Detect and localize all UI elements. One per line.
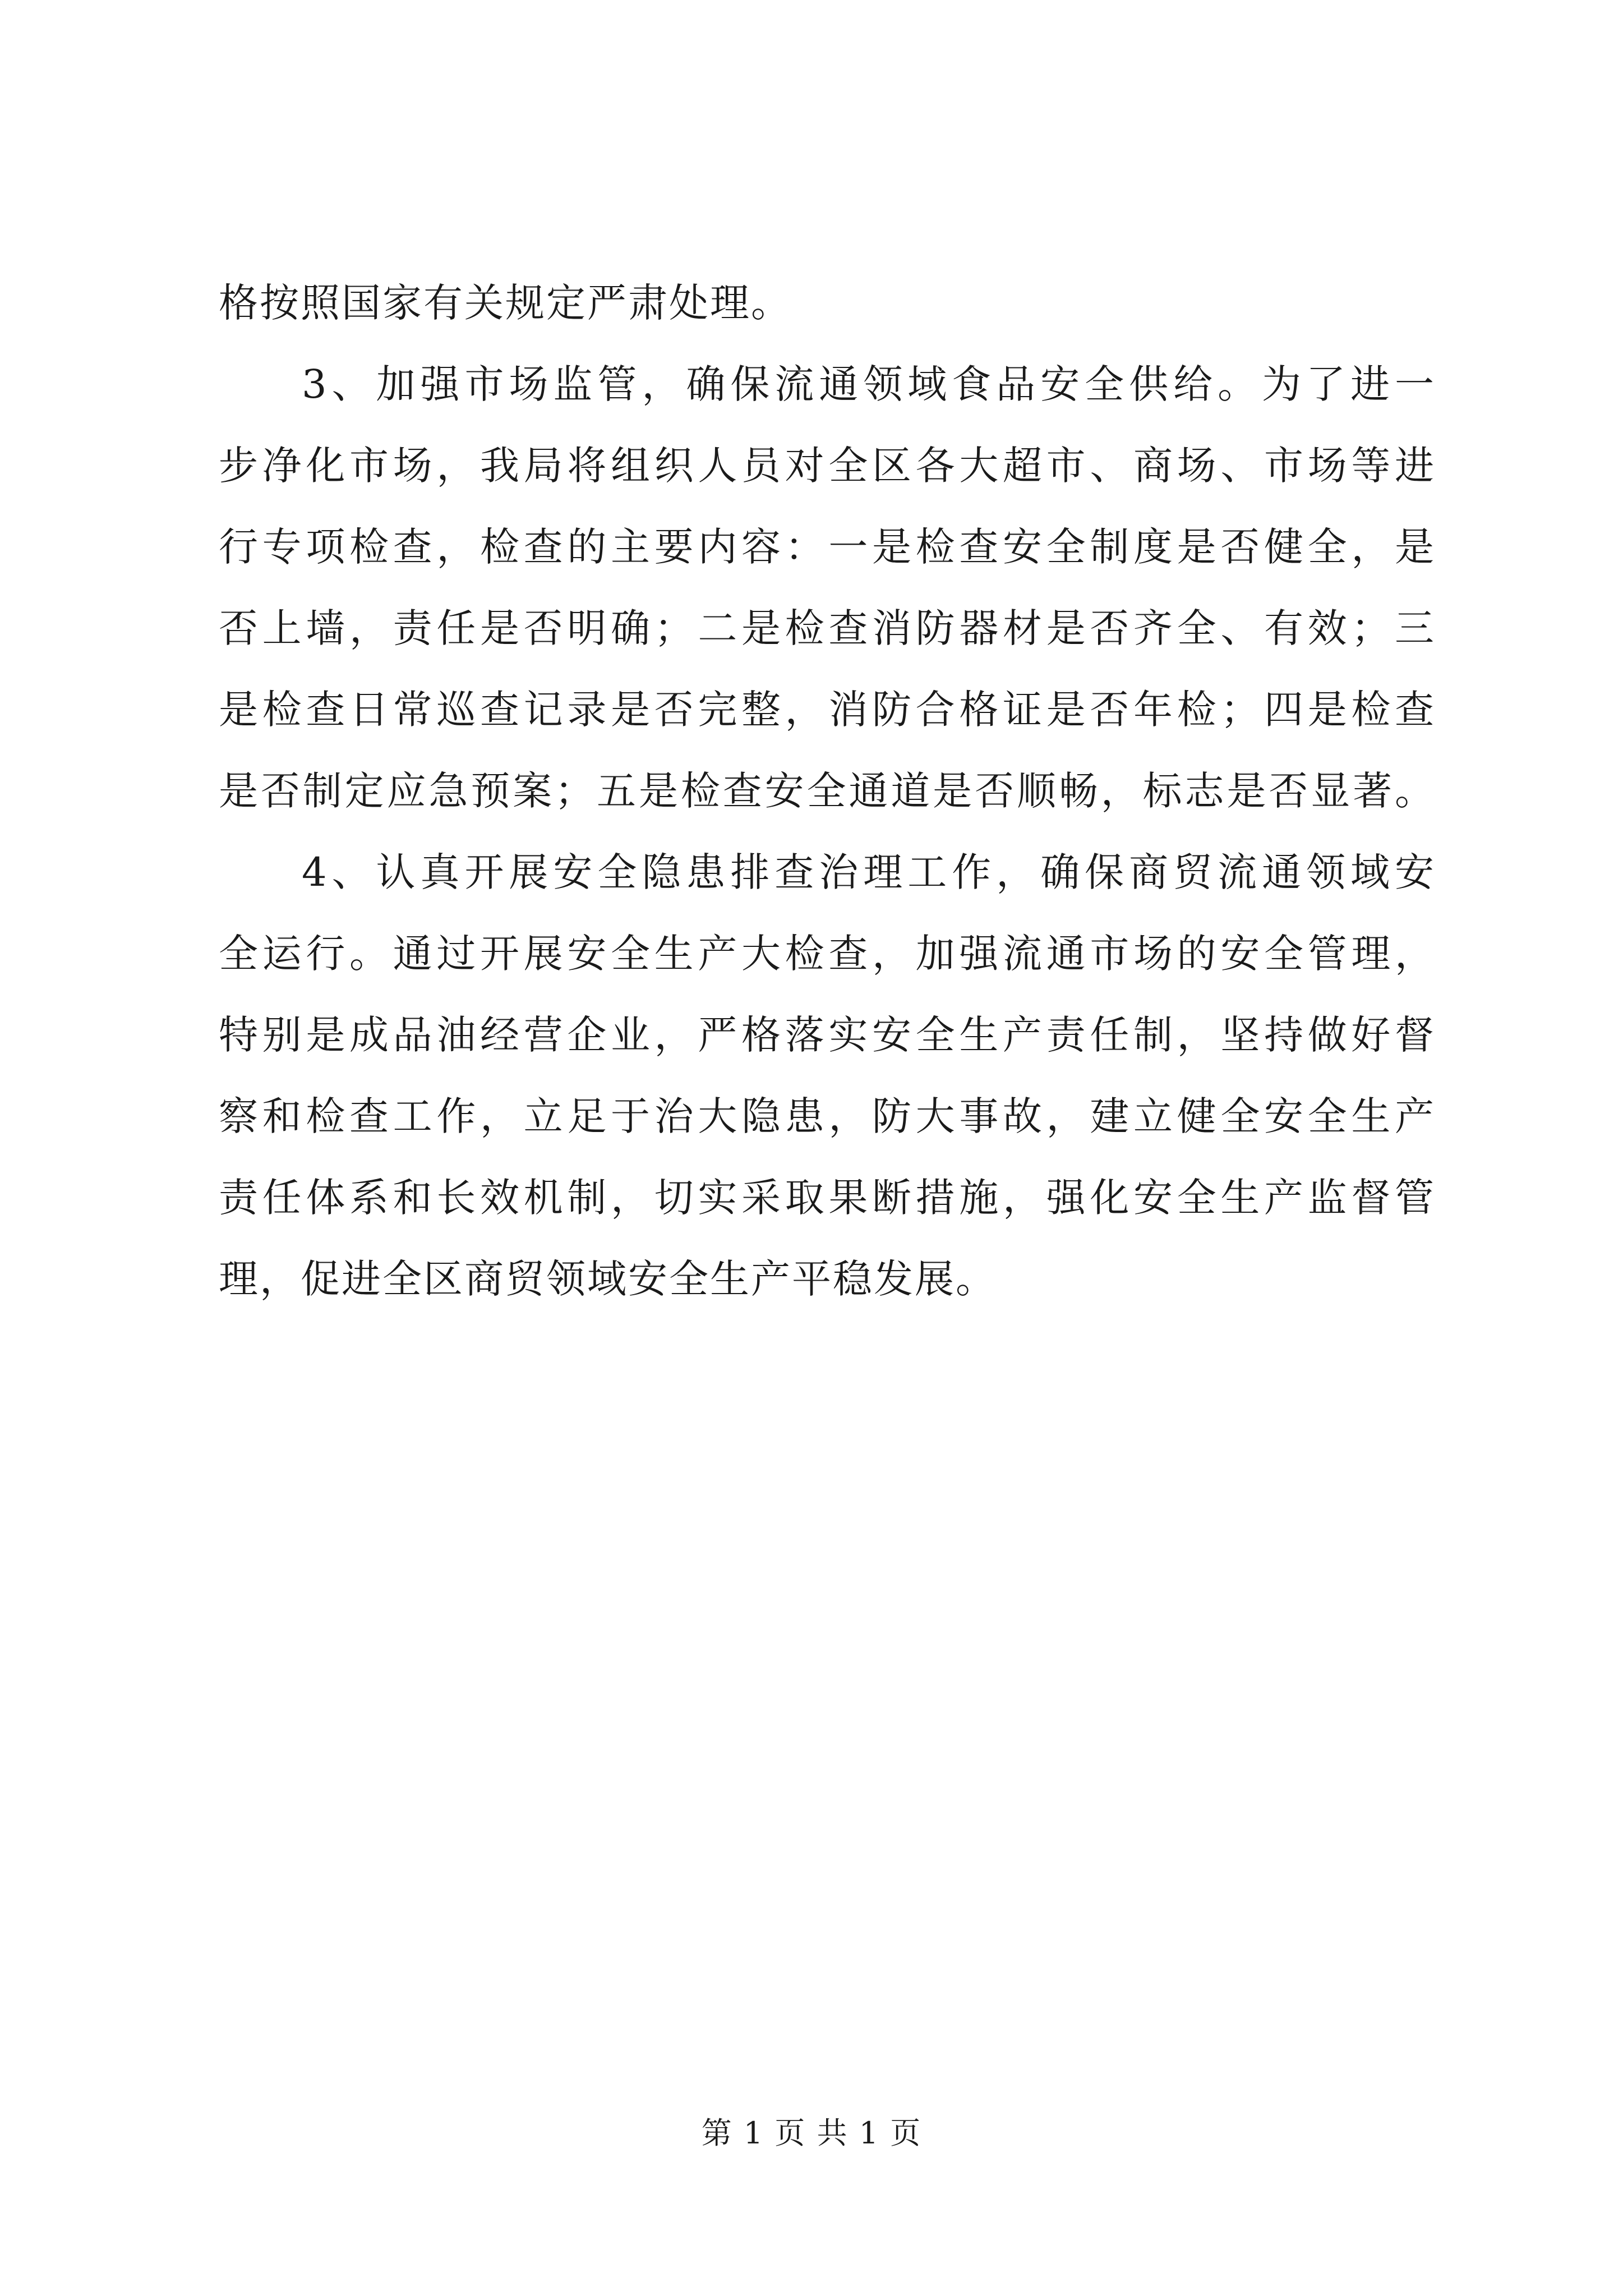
paragraph-2-line-1: 3、加强市场监管，确保流通领域食品安全供给。为了进一: [302, 361, 1436, 407]
document-body: [219, 263, 1436, 1320]
paragraph-3-line-3: 特别是成品油经营企业，严格落实安全生产责任制，坚持做好督: [219, 1012, 1436, 1058]
paragraph-3-line-1: 4、认真开展安全隐患排查治理工作，确保商贸流通领域安: [302, 849, 1436, 895]
page-number-footer: 第 1 页 共 1 页: [701, 2115, 922, 2151]
paragraph-3-line-2: 全运行。通过开展安全生产大检查，加强流通市场的安全管理，: [219, 931, 1436, 977]
paragraph-3-line-6: 理，促进全区商贸领域安全生产平稳发展。: [219, 1256, 997, 1302]
paragraph-2-line-3: 行专项检查，检查的主要内容：一是检查安全制度是否健全，是: [219, 524, 1436, 570]
paragraph-3-line-5: 责任体系和长效机制，切实采取果断措施，强化安全生产监督管: [219, 1175, 1436, 1221]
paragraph-2-line-2: 步净化市场，我局将组织人员对全区各大超市、商场、市场等进: [219, 443, 1436, 489]
paragraph-2-line-4: 否上墙，责任是否明确；二是检查消防器材是否齐全、有效；三: [219, 605, 1436, 651]
paragraph-1-line-1: 格按照国家有关规定严肃处理。: [219, 280, 792, 326]
paragraph-2-line-6: 是否制定应急预案；五是检查安全通道是否顺畅，标志是否显著。: [219, 768, 1436, 814]
paragraph-2-line-5: 是检查日常巡查记录是否完整，消防合格证是否年检；四是检查: [219, 687, 1436, 733]
paragraph-3-line-4: 察和检查工作，立足于治大隐患，防大事故，建立健全安全生产: [219, 1093, 1436, 1139]
